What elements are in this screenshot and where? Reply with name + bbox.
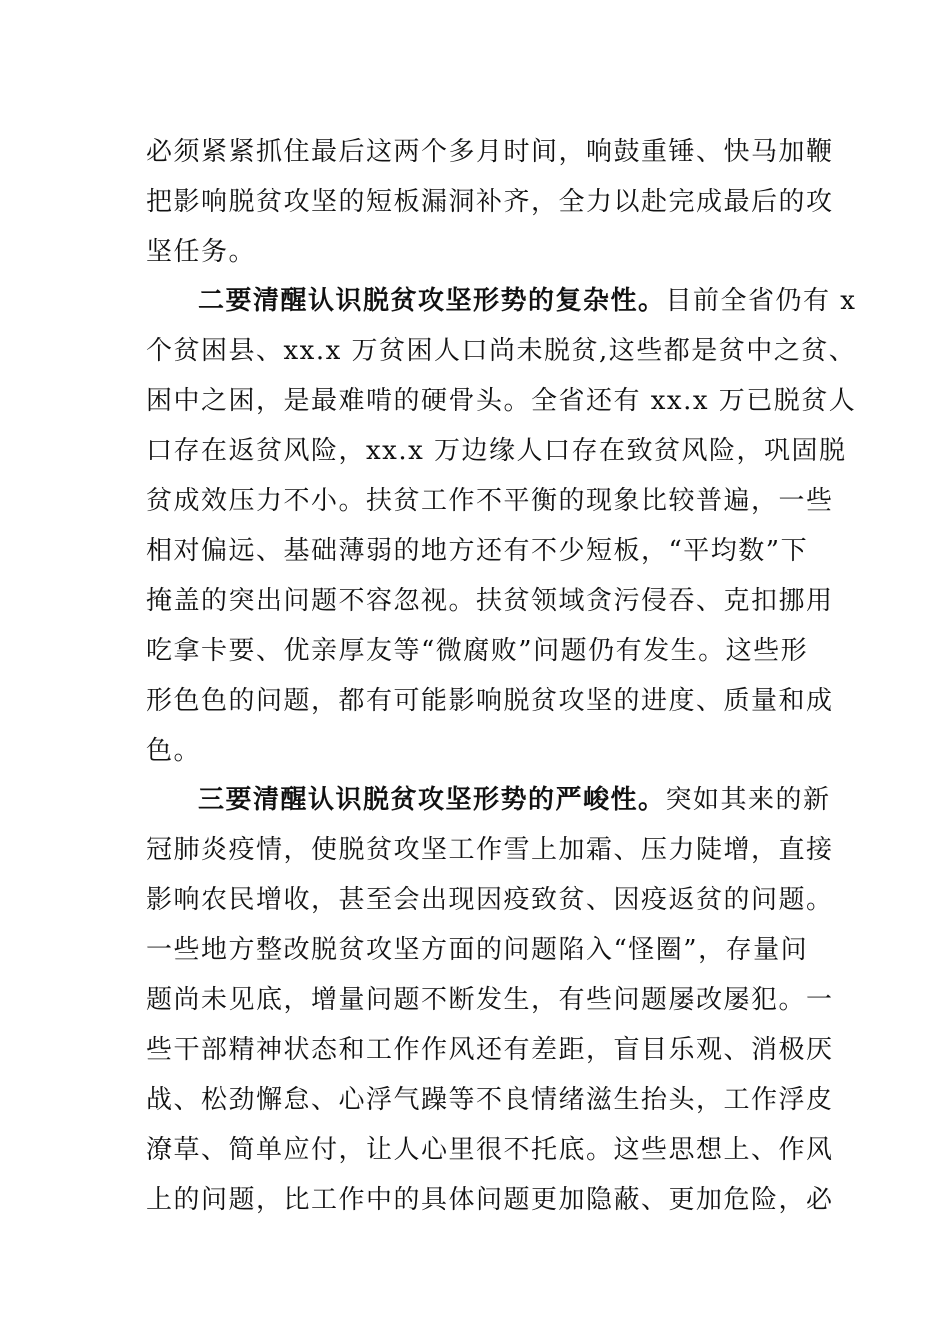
paragraph-line: 困中之困，是最难啃的硬骨头。全省还有 xx.x 万已脱贫人 — [146, 386, 857, 416]
paragraph-line: 必须紧紧抓住最后这两个多月时间，响鼓重锤、快马加鞭 — [146, 137, 834, 167]
paragraph-line: 冠肺炎疫情，使脱贫攻坚工作雪上加霜、压力陡增，直接 — [146, 835, 834, 865]
paragraph-line: 题尚未见底，增量问题不断发生，有些问题屡改屡犯。一 — [146, 985, 834, 1015]
paragraph-line: 影响农民增收，甚至会出现因疫致贫、因疫返贫的问题。 — [146, 885, 834, 915]
paragraph-line: 坚任务。 — [146, 237, 257, 267]
paragraph-text: 突如其来的新 — [665, 785, 831, 815]
paragraph-line: 个贫困县、xx.x 万贫困人口尚未脱贫,这些都是贫中之贫、 — [146, 336, 857, 366]
paragraph-line: 把影响脱贫攻坚的短板漏洞补齐，全力以赴完成最后的攻 — [146, 187, 834, 217]
paragraph-first-line — [146, 775, 831, 825]
paragraph-line: 吃拿卡要、优亲厚友等“微腐败”问题仍有发生。这些形 — [146, 636, 809, 666]
paragraph-text: 目前全省仍有 x — [665, 286, 857, 316]
paragraph-line: 战、松劲懈怠、心浮气躁等不良情绪滋生抬头，工作浮皮 — [146, 1085, 834, 1115]
paragraph-line: 一些地方整改脱贫攻坚方面的问题陷入“怪圈”，存量问 — [146, 935, 809, 965]
paragraph-line: 相对偏远、基础薄弱的地方还有不少短板，“平均数”下 — [146, 536, 809, 566]
paragraph-line: 潦草、简单应付，让人心里很不托底。这些思想上、作风 — [146, 1135, 834, 1165]
paragraph-line: 掩盖的突出问题不容忽视。扶贫领域贪污侵吞、克扣挪用 — [146, 586, 834, 616]
paragraph-line: 口存在返贫风险，xx.x 万边缘人口存在致贫风险，巩固脱 — [146, 436, 847, 466]
paragraph-first-line — [146, 276, 857, 326]
paragraph-line: 贫成效压力不小。扶贫工作不平衡的现象比较普遍，一些 — [146, 486, 834, 516]
paragraph-line: 形色色的问题，都有可能影响脱贫攻坚的进度、质量和成 — [146, 686, 834, 716]
paragraph-heading: 三要清醒认识脱贫攻坚形势的严峻性。 — [198, 785, 666, 815]
paragraph-heading: 二要清醒认识脱贫攻坚形势的复杂性。 — [198, 286, 666, 316]
paragraph-line: 色。 — [146, 736, 202, 766]
paragraph-line: 上的问题，比工作中的具体问题更加隐蔽、更加危险，必 — [146, 1185, 834, 1215]
paragraph-line: 些干部精神状态和工作作风还有差距，盲目乐观、消极厌 — [146, 1035, 834, 1065]
